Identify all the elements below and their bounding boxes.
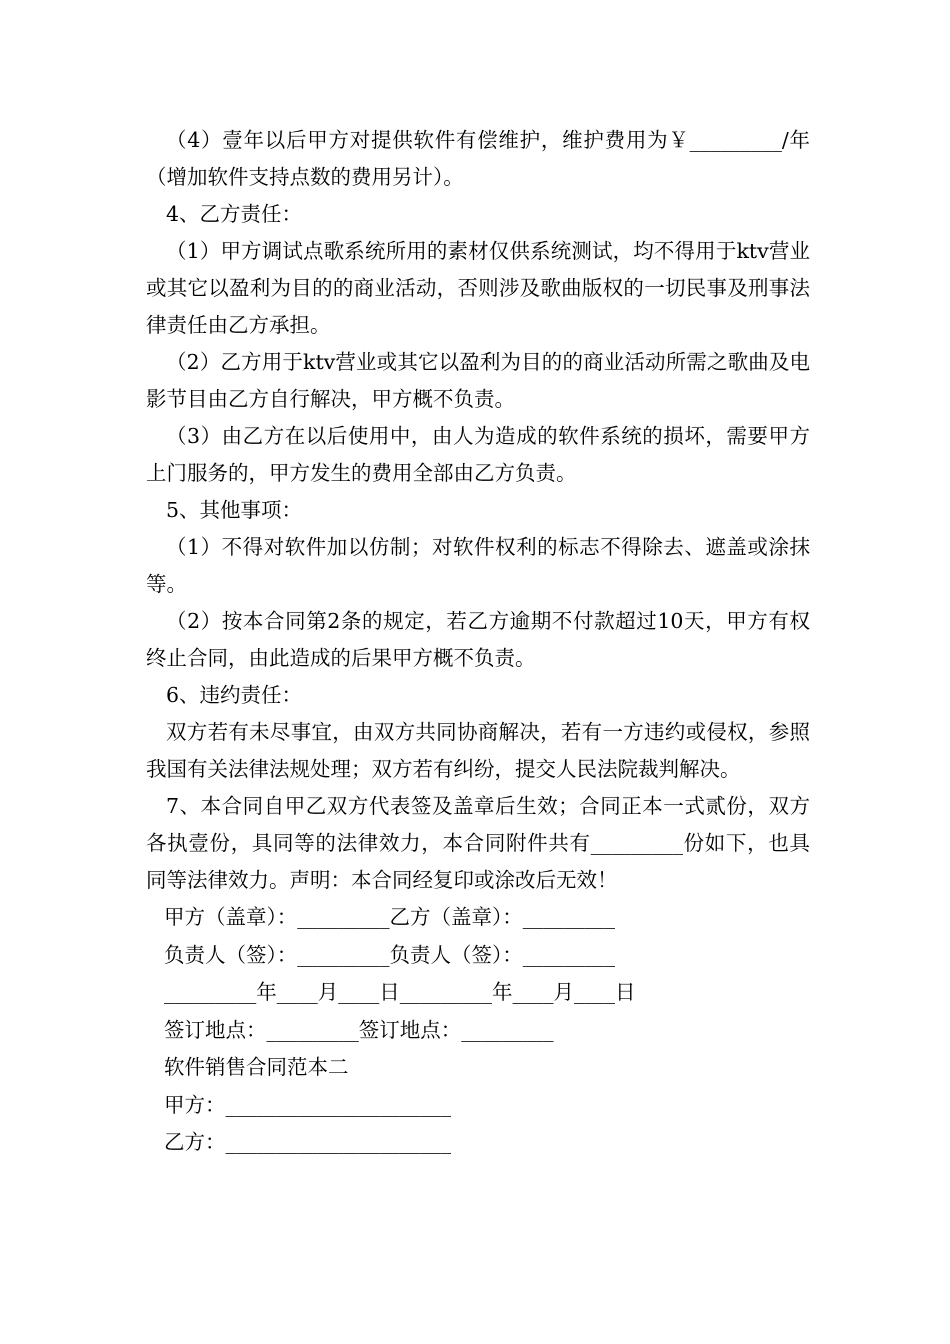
heading-breach-liability: 6、违约责任： — [166, 683, 303, 707]
clause-effectiveness: 7、本合同自甲乙双方代表签及盖章后生效；合同正本一式贰份，双方各执壹份，具同等的法律效力，本合同附件共有_________份如下，也具同等法律效力。声明：本合同经复印或涂改后无效！ — [146, 794, 810, 892]
template-two-title: 软件销售合同范本二 — [164, 1055, 349, 1079]
clause-song-content: （2）乙方用于ktv营业或其它以盈利为目的的商业活动所需之歌曲及电影节目由乙方自行解决，甲方概不负责。 — [146, 350, 810, 411]
signature-date-line: _________年____月____日_________年____月____日 — [164, 980, 636, 1004]
heading-other-matters: 5、其他事项： — [166, 498, 303, 522]
clause-test-materials: （1）甲方调试点歌系统所用的素材仅供系统测试，均不得用于ktv营业或其它以盈利为目的的商业活动，否则涉及歌曲版权的一切民事及刑事法律责任由乙方承担。 — [146, 239, 810, 337]
party-b-line: 乙方：______________________ — [164, 1130, 451, 1154]
signature-seal-line: 甲方（盖章）：_________乙方（盖章）：_________ — [164, 905, 615, 929]
party-a-line: 甲方：______________________ — [164, 1092, 451, 1117]
clause-dispute-resolution: 双方若有未尽事宜，由双方共同协商解决，若有一方违约或侵权，参照我国有关法律法规处理；双方若有纠纷，提交人民法院裁判解决。 — [146, 720, 810, 781]
signature-representative-line: 负责人（签）：_________负责人（签）：_________ — [164, 942, 615, 967]
signature-block — [146, 899, 810, 1162]
clause-maintenance-fee: （4）壹年以后甲方对提供软件有偿维护，维护费用为￥_________/年（增加软件支持点数的费用另计）。 — [146, 128, 810, 189]
heading-party-b-duties: 4、乙方责任： — [166, 202, 303, 226]
clause-termination: （2）按本合同第2条的规定，若乙方逾期不付款超过10天，甲方有权终止合同，由此造成的后果甲方概不负责。 — [146, 609, 810, 670]
clause-damage-service: （3）由乙方在以后使用中，由人为造成的软件系统的损坏，需要甲方上门服务的，甲方发生的费用全部由乙方负责。 — [146, 424, 810, 485]
clause-no-imitation: （1）不得对软件加以仿制；对软件权利的标志不得除去、遮盖或涂抹等。 — [146, 535, 810, 596]
signature-place-line: 签订地点：_________签订地点：_________ — [164, 1017, 554, 1042]
